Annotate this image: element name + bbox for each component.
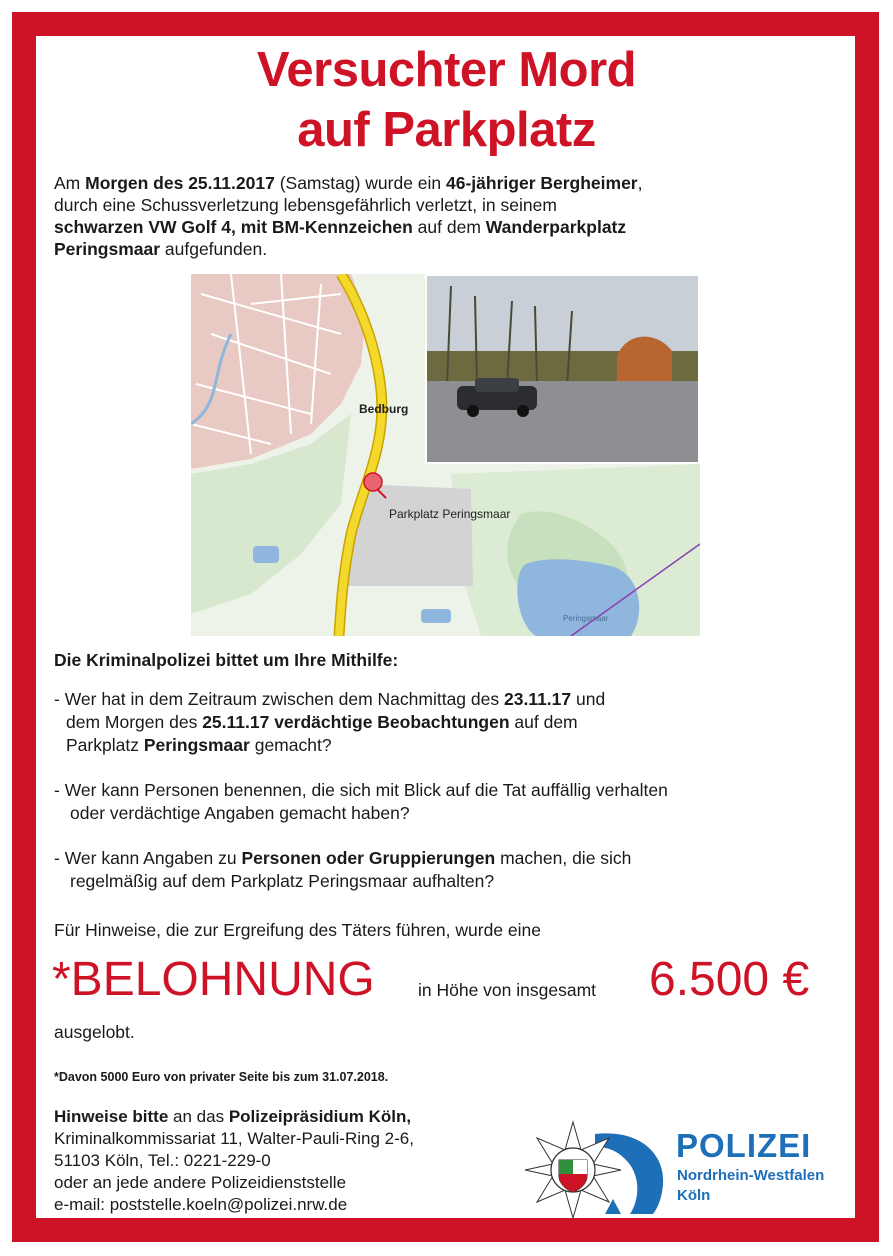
contact-block: Hinweise bitte an das Polizeipräsidium Köln, Kriminalkommissariat 11, Walter-Pauli-Ring 2-6, 51103 Köln, Tel.: 0221-229-0 oder an jede andere Polizeidienststelle e-mail: poststelle.koeln@polizei.nrw.de — [54, 1106, 514, 1216]
reward-amount: 6.500 € — [649, 953, 810, 1006]
parking-lot-photo — [425, 274, 700, 464]
poster-title — [0, 40, 893, 160]
title-line-2: auf Parkplatz — [297, 103, 596, 157]
reward-row — [52, 950, 852, 1010]
police-star-emblem-icon — [523, 1120, 623, 1220]
contact-address: Kriminalkommissariat 11, Walter-Pauli-Ring 2-6, — [54, 1129, 414, 1148]
contact-email: e-mail: poststelle.koeln@polizei.nrw.de — [54, 1195, 348, 1214]
police-logo-word: POLIZEI — [676, 1127, 812, 1164]
reward-word: *BELOHNUNG — [52, 953, 375, 1006]
intro-paragraph: Am Morgen des 25.11.2017 (Samstag) wurde ein 46-jähriger Bergheimer, durch eine Schussverletzung lebensgefährlich verletzt, in seinem schwarzen VW Golf 4, mit BM-Kennzeichen auf dem Wanderparkplatz Peringsmaar aufgefunden. — [54, 173, 643, 259]
location-map — [191, 274, 700, 636]
contact-phone: 51103 Köln, Tel.: 0221-229-0 — [54, 1151, 271, 1170]
map-label-lake: Peringsmaar — [563, 614, 609, 623]
reward-middle-text: in Höhe von insgesamt — [418, 980, 597, 1000]
reward-footnote: *Davon 5000 Euro von privater Seite bis zum 31.07.2018. — [54, 1070, 389, 1084]
title-line-1: Versuchter Mord — [256, 43, 637, 97]
appeal-heading: Die Kriminalpolizei bittet um Ihre Mithilfe: — [54, 650, 399, 670]
reward-intro: Für Hinweise, die zur Ergreifung des Täters führen, wurde eine — [54, 920, 542, 940]
map-label-town: Bedburg — [359, 402, 409, 416]
question-2: - Wer kann Personen benennen, die sich mit Blick auf die Tat auffällig verhalten oder verdächtige Angaben gemacht haben? — [54, 780, 668, 823]
police-logo-state: Nordrhein-Westfalen — [677, 1167, 825, 1184]
reward-closing: ausgelobt. — [54, 1022, 135, 1042]
map-label-parking: Parkplatz Peringsmaar — [389, 507, 511, 521]
question-1: - Wer hat in dem Zeitraum zwischen dem Nachmittag des 23.11.17 und dem Morgen des 25.11.17 verdächtige Beobachtungen auf dem Parkplatz Peringsmaar gemacht? — [54, 689, 606, 755]
question-3: - Wer kann Angaben zu Personen oder Gruppierungen machen, die sich regelmäßig auf dem Parkplatz Peringsmaar aufhalten? — [54, 848, 632, 891]
police-logo-city: Köln — [677, 1187, 711, 1204]
